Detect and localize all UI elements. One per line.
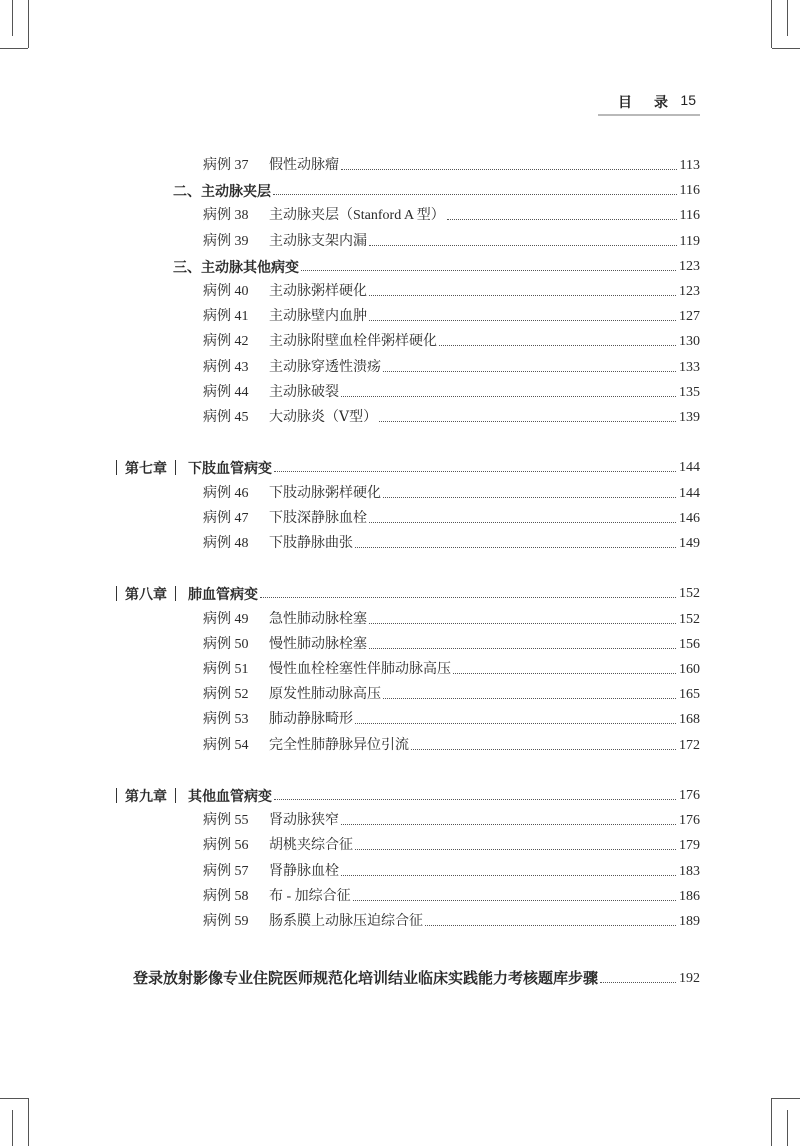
case-number: 病例 54	[203, 737, 249, 753]
page-number: 186	[679, 888, 700, 904]
page-number: 113	[679, 158, 700, 173]
case-title: 肠系膜上动脉压迫综合征	[269, 914, 423, 929]
case-number: 病例 52	[203, 687, 249, 703]
dot-leader	[301, 270, 676, 271]
page-number: 172	[679, 737, 700, 753]
page-number: 119	[679, 233, 700, 249]
toc-case-entry[interactable]	[203, 481, 700, 503]
toc-case-entry[interactable]	[203, 833, 700, 855]
page-number: 183	[679, 863, 700, 879]
page-number: 152	[679, 611, 700, 627]
toc-final-entry[interactable]	[133, 966, 700, 988]
toc-case-entry[interactable]	[203, 304, 700, 326]
case-title: 主动脉壁内血肿	[269, 309, 367, 325]
toc-chapter-entry[interactable]	[116, 455, 700, 477]
dot-leader	[600, 982, 676, 983]
dot-leader	[273, 194, 677, 195]
page-number: 189	[679, 914, 700, 929]
toc-case-entry[interactable]	[203, 229, 700, 251]
page-number: 156	[679, 636, 700, 652]
chapter-bar-left	[116, 460, 117, 475]
case-title: 慢性血栓栓塞性伴肺动脉高压	[269, 662, 451, 677]
toc-case-entry[interactable]	[203, 506, 700, 528]
crop-mark	[12, 1110, 13, 1146]
crop-mark	[0, 48, 28, 49]
toc-case-entry[interactable]	[203, 909, 700, 931]
dot-leader	[425, 925, 676, 926]
dot-leader	[341, 824, 676, 825]
header-title-part1: 目	[618, 94, 632, 110]
section-title: 二、主动脉夹层	[173, 183, 271, 200]
dot-leader	[383, 497, 676, 498]
case-title: 下肢静脉曲张	[269, 536, 353, 551]
case-number: 病例 59	[203, 914, 249, 929]
toc-case-entry[interactable]	[203, 405, 700, 427]
header-page-number: 15	[680, 92, 696, 108]
case-title: 完全性肺静脉异位引流	[269, 737, 409, 753]
case-title: 主动脉粥样硬化	[269, 284, 367, 299]
toc-case-entry[interactable]	[203, 859, 700, 881]
case-number: 病例 46	[203, 485, 249, 501]
page-number: 133	[679, 359, 700, 375]
crop-mark	[772, 1098, 800, 1099]
crop-mark	[28, 1098, 29, 1146]
crop-mark	[771, 0, 772, 48]
chapter-bar-right	[175, 460, 176, 475]
case-title: 主动脉附壁血栓伴粥样硬化	[269, 334, 437, 350]
chapter-title: 其他血管病变	[188, 788, 272, 804]
case-title: 主动脉穿透性溃疡	[269, 359, 381, 375]
case-title: 肺动静脉畸形	[269, 712, 353, 728]
crop-mark	[787, 1110, 788, 1146]
case-number: 病例 40	[203, 284, 249, 299]
dot-leader	[383, 698, 676, 699]
page-number: 176	[679, 813, 700, 829]
page-number: 144	[679, 460, 700, 476]
toc-case-entry[interactable]	[203, 329, 700, 351]
toc-case-entry[interactable]	[203, 203, 700, 225]
chapter-bar-left	[116, 788, 117, 803]
crop-mark	[772, 48, 800, 49]
dot-leader	[383, 371, 676, 372]
crop-mark	[12, 0, 13, 36]
page-number: 123	[679, 258, 700, 274]
case-number: 病例 38	[203, 208, 249, 224]
dot-leader	[369, 648, 676, 649]
toc-case-entry[interactable]	[203, 279, 700, 301]
chapter-label: 第九章	[125, 788, 167, 804]
toc-case-entry[interactable]	[203, 632, 700, 654]
case-title: 下肢动脉粥样硬化	[269, 485, 381, 501]
dot-leader	[369, 295, 676, 296]
dot-leader	[379, 421, 676, 422]
case-number: 病例 57	[203, 863, 249, 879]
case-title: 假性动脉瘤	[269, 158, 339, 173]
page-number: 116	[679, 208, 700, 224]
toc-case-entry[interactable]	[203, 808, 700, 830]
case-number: 病例 55	[203, 813, 249, 829]
page-number: 192	[679, 971, 700, 986]
case-title: 急性肺动脉栓塞	[269, 611, 367, 627]
page-number: 146	[679, 510, 700, 526]
dot-leader	[439, 345, 676, 346]
case-number: 病例 53	[203, 712, 249, 728]
dot-leader	[369, 245, 677, 246]
page-number: 139	[679, 410, 700, 425]
toc-chapter-entry[interactable]	[116, 581, 700, 603]
chapter-bar-left	[116, 586, 117, 601]
final-entry-title: 登录放射影像专业住院医师规范化培训结业临床实践能力考核题库步骤	[133, 970, 599, 987]
case-number: 病例 50	[203, 636, 249, 652]
header-rule	[598, 114, 700, 116]
dot-leader	[355, 849, 676, 850]
dot-leader	[260, 597, 676, 598]
chapter-label: 第七章	[125, 460, 167, 477]
case-number: 病例 39	[203, 233, 249, 249]
dot-leader	[355, 723, 676, 724]
dot-leader	[341, 396, 676, 397]
page-number: 179	[679, 838, 700, 854]
crop-mark	[771, 1098, 772, 1146]
dot-leader	[369, 522, 676, 523]
case-number: 病例 48	[203, 536, 249, 551]
toc-case-entry[interactable]	[203, 531, 700, 553]
toc-case-entry[interactable]	[203, 380, 700, 402]
dot-leader	[355, 547, 676, 548]
page-number: 160	[679, 662, 700, 677]
dot-leader	[353, 900, 676, 901]
case-number: 病例 58	[203, 888, 249, 904]
case-title: 原发性肺动脉高压	[269, 687, 381, 703]
case-number: 病例 42	[203, 334, 249, 350]
case-title: 下肢深静脉血栓	[269, 510, 367, 526]
toc-case-entry[interactable]	[203, 355, 700, 377]
chapter-heading	[116, 585, 258, 603]
toc-case-entry[interactable]	[203, 607, 700, 629]
dot-leader	[411, 749, 676, 750]
toc-case-entry[interactable]	[203, 884, 700, 906]
page-number: 123	[679, 284, 700, 299]
page-number: 168	[679, 712, 700, 728]
case-number: 病例 44	[203, 384, 249, 400]
toc-case-entry[interactable]	[203, 153, 700, 175]
case-title: 胡桃夹综合征	[269, 838, 353, 854]
page-number: 149	[679, 536, 700, 551]
crop-mark	[0, 1098, 28, 1099]
page-number: 152	[679, 586, 700, 602]
toc-case-entry[interactable]	[203, 682, 700, 704]
case-title: 主动脉支架内漏	[269, 233, 367, 249]
running-header	[598, 90, 698, 112]
page-number: 127	[679, 309, 700, 325]
case-number: 病例 45	[203, 410, 249, 425]
page-number: 176	[679, 788, 700, 803]
dot-leader	[274, 799, 676, 800]
page-number: 144	[679, 485, 700, 501]
dot-leader	[341, 169, 677, 170]
section-title: 三、主动脉其他病变	[173, 258, 299, 275]
case-number: 病例 41	[203, 309, 249, 325]
chapter-title: 下肢血管病变	[188, 460, 272, 477]
case-title: 肾静脉血栓	[269, 863, 339, 879]
case-number: 病例 49	[203, 611, 249, 627]
chapter-bar-right	[175, 586, 176, 601]
page-number: 135	[679, 384, 700, 400]
toc-case-entry[interactable]	[203, 733, 700, 755]
crop-mark	[787, 0, 788, 36]
toc-section-entry[interactable]	[173, 254, 700, 276]
case-title: 慢性肺动脉栓塞	[269, 636, 367, 652]
case-title: 肾动脉狭窄	[269, 813, 339, 829]
chapter-title: 肺血管病变	[188, 586, 258, 603]
case-title: 主动脉破裂	[269, 384, 339, 400]
dot-leader	[453, 673, 676, 674]
case-title: 大动脉炎（Ⅴ型）	[269, 410, 378, 425]
page-number: 116	[679, 183, 700, 199]
case-number: 病例 47	[203, 510, 249, 526]
chapter-bar-right	[175, 788, 176, 803]
header-title-part2: 录	[654, 94, 668, 110]
dot-leader	[369, 320, 676, 321]
page-number: 165	[679, 687, 700, 703]
case-number: 病例 51	[203, 662, 249, 677]
case-title: 布 - 加综合征	[269, 888, 351, 904]
toc-section-entry[interactable]	[173, 178, 700, 200]
crop-mark	[28, 0, 29, 48]
case-number: 病例 43	[203, 359, 249, 375]
dot-leader	[447, 219, 677, 220]
dot-leader	[274, 471, 676, 472]
case-title: 主动脉夹层（Stanford A 型）	[269, 208, 445, 224]
toc-chapter-entry[interactable]	[116, 783, 700, 805]
dot-leader	[341, 875, 676, 876]
chapter-label: 第八章	[125, 586, 167, 603]
case-number: 病例 56	[203, 838, 249, 854]
chapter-heading	[116, 787, 272, 805]
case-number: 病例 37	[203, 158, 249, 173]
dot-leader	[369, 623, 676, 624]
page-number: 130	[679, 334, 700, 350]
toc-case-entry[interactable]	[203, 707, 700, 729]
toc-case-entry[interactable]	[203, 657, 700, 679]
chapter-heading	[116, 459, 272, 477]
